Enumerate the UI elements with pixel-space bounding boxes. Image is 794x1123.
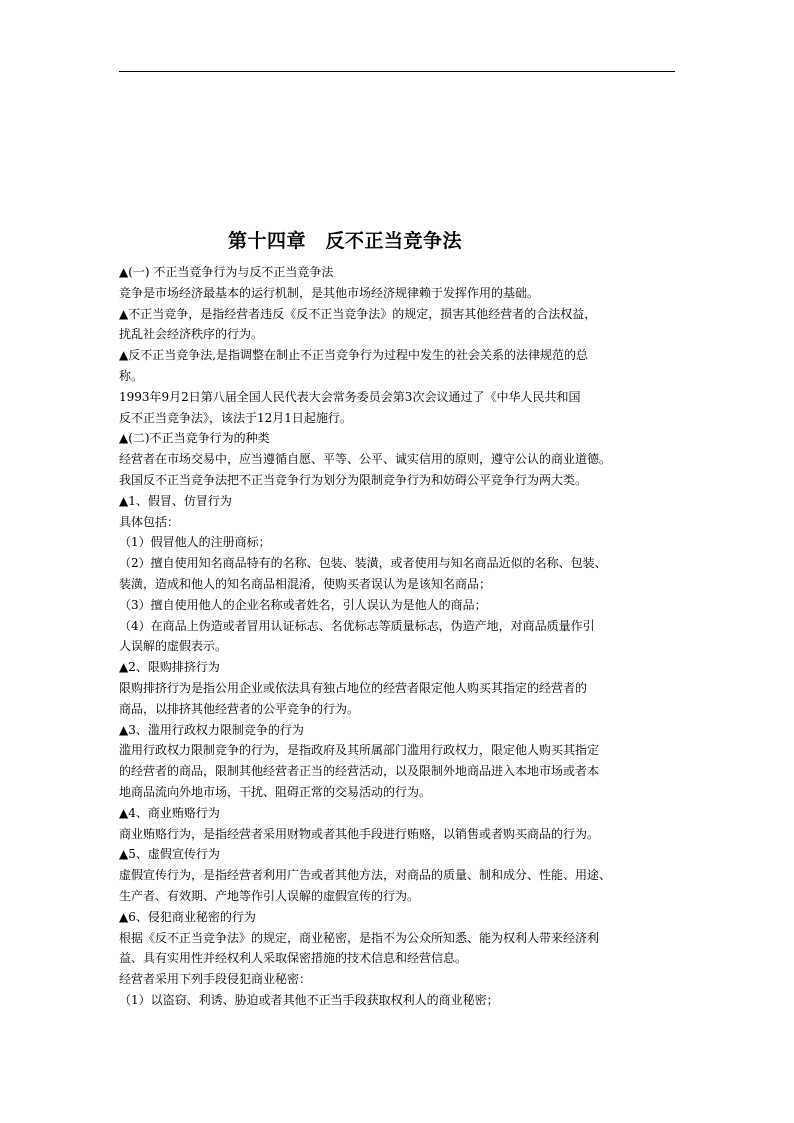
text-line: ▲2、限购排挤行为 (119, 660, 220, 675)
text-line: 装潢，造成和他人的知名商品相混淆，使购买者误认为是该知名商品； (119, 576, 492, 591)
chapter-title: 第十四章 反不正当竞争法 (228, 230, 463, 252)
text-line: 根据《反不正当竞争法》的规定，商业秘密，是指不为公众所知悉、能为权利人带来经济利 (119, 930, 600, 945)
text-line: 的经营者的商品，限制其他经营者正当的经营活动，以及限制外地商品进入本地市场或者本 (119, 764, 600, 779)
text-line: ▲(一) 不正当竞争行为与反不正当竞争法 (119, 265, 334, 279)
text-line: （3）擅自使用他人的企业名称或者姓名，引人误认为是他人的商品； (119, 597, 487, 612)
text-line: 具体包括： (119, 514, 180, 529)
text-line: 滥用行政权力限制竞争的行为，是指政府及其所属部门滥用行政权力，限定他人购买其指定 (119, 743, 600, 758)
text-line: 商品，以排挤其他经营者的公平竞争的行为。 (119, 701, 360, 716)
text-line: 商业贿赂行为，是指经营者采用财物或者其他手段进行贿赂，以销售或者购买商品的行为。 (119, 826, 600, 841)
text-line: （2）擅自使用知名商品特有的名称、包装、装潢，或者使用与知名商品近似的名称、包装、 (119, 556, 607, 571)
text-line: ▲6、侵犯商业秘密的行为 (119, 909, 256, 924)
text-line: 竞争是市场经济最基本的运行机制，是其他市场经济规律赖于发挥作用的基础。 (119, 285, 540, 300)
text-line: 益、具有实用性并经权利人采取保密措施的技术信息和经营信息。 (119, 951, 468, 966)
text-line: 限购排挤行为是指公用企业或依法具有独占地位的经营者限定他人购买其指定的经营者的 (119, 680, 588, 695)
text-line: 扰乱社会经济秩序的行为。 (119, 327, 264, 342)
text-line: ▲反不正当竞争法,是指调整在制止不正当竞争行为过程中发生的社会关系的法律规范的总 (119, 348, 589, 363)
text-line: 人误解的虚假表示。 (119, 639, 228, 654)
text-line: ▲1、假冒、仿冒行为 (119, 493, 232, 508)
text-line: 称。 (119, 368, 144, 383)
text-line: （1）假冒他人的注册商标； (119, 535, 271, 550)
text-line: （4）在商品上伪造或者冒用认证标志、名优标志等质量标志，伪造产地，对商品质量作引 (119, 618, 595, 633)
text-line: ▲(二)不正当竞争行为的种类 (119, 431, 270, 446)
text-line: 反不正当竞争法》，该法于12月1日起施行。 (119, 410, 352, 425)
text-line: 生产者、有效期、产地等作引人误解的虚假宣传的行为。 (119, 888, 420, 903)
text-line: 经营者采用下列手段侵犯商业秘密： (119, 972, 312, 987)
text-line: 我国反不正当竞争法把不正当竞争行为划分为限制竞争行为和妨碍公平竞争行为两大类。 (119, 472, 588, 487)
text-line: 1993年9月2日第八届全国人民代表大会常务委员会第3次会议通过了《中华人民共和国 (119, 389, 581, 404)
text-line: （1）以盗窃、利诱、胁迫或者其他不正当手段获取权利人的商业秘密； (119, 992, 499, 1007)
text-line: ▲4、商业贿赂行为 (119, 805, 220, 820)
text-line: 地商品流向外地市场，干扰、阻碍正常的交易活动的行为。 (119, 784, 432, 799)
text-line: ▲不正当竞争，是指经营者违反《反不正当竞争法》的规定，损害其他经营者的合法权益， (119, 306, 597, 321)
text-line: ▲5、虚假宣传行为 (119, 847, 220, 862)
text-line: 经营者在市场交易中，应当遵循自愿、平等、公平、诚实信用的原则，遵守公认的商业道德。 (119, 452, 612, 467)
text-line: ▲3、滥用行政权力限制竞争的行为 (119, 722, 304, 737)
header-rule (119, 71, 675, 72)
text-line: 虚假宣传行为，是指经营者利用广告或者其他方法，对商品的质量、制和成分、性能、用途、 (119, 868, 612, 883)
document-body (119, 262, 675, 1011)
